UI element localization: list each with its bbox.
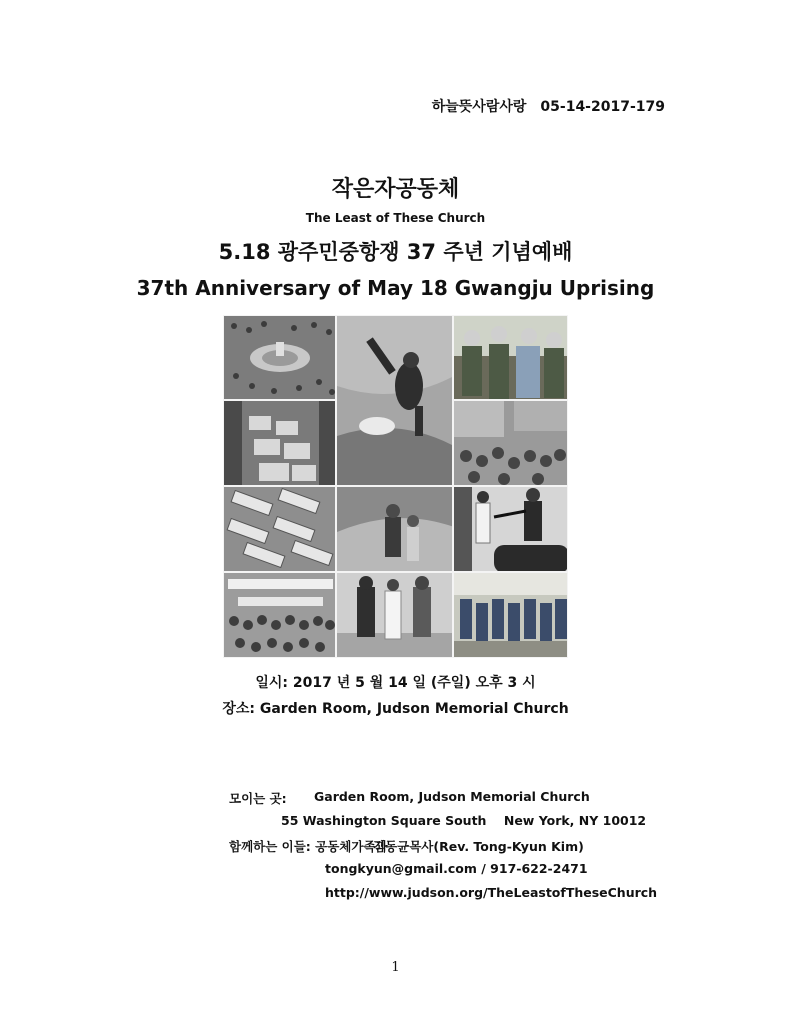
host-value: 김동균목사(Rev. Tong-Kyun Kim) <box>373 839 584 854</box>
website-link[interactable]: http://www.judson.org/TheLeastofTheseChurch <box>325 885 658 900</box>
soldier-arresting-civilian-photo <box>336 486 453 572</box>
rally-banner-crowd-photo <box>223 572 336 658</box>
armed-soldier-car-photo <box>453 486 568 572</box>
document-header <box>0 96 665 116</box>
event-date: 일시: 2017 년 5 월 14 일 (주일) 오후 3 시 <box>255 675 536 691</box>
detainees-in-line-photo <box>453 572 568 658</box>
soldier-beating-man-photo <box>336 315 453 486</box>
soldiers-detaining-protesters-photo <box>453 315 568 400</box>
event-title-english: 37th Anniversary of May 18 Gwangju Uprising <box>136 276 655 300</box>
event-place: 장소: Garden Room, Judson Memorial Church <box>222 701 569 717</box>
host-label: 함께하는 이들: 공동체가족과 <box>229 839 388 854</box>
meeting-place-label: 모이는 곳: <box>229 791 287 806</box>
meeting-place-value: Garden Room, Judson Memorial Church <box>314 789 590 804</box>
church-name-korean: 작은자공동체 <box>331 177 460 202</box>
bulletin-code: 05-14-2017-179 <box>540 99 665 115</box>
troops-in-street-photo <box>453 400 568 486</box>
crowd-plaza-fountain-photo <box>223 315 336 400</box>
series-name: 하늘뜻사람사랑 <box>431 99 527 115</box>
page-number: 1 <box>391 960 400 975</box>
church-name-english: The Least of These Church <box>305 211 486 225</box>
contact-info[interactable]: tongkyun@gmail.com / 917-622-2471 <box>325 861 588 876</box>
event-title-korean: 5.18 광주민중항쟁 37 주년 기념예배 <box>218 240 573 264</box>
meeting-address: 55 Washington Square South New York, NY 10012 <box>281 813 647 828</box>
photo-collage <box>223 315 568 658</box>
buses-street-protest-photo <box>223 400 336 486</box>
coffins-photo <box>223 486 336 572</box>
soldiers-dragging-civilian-photo <box>336 572 453 658</box>
